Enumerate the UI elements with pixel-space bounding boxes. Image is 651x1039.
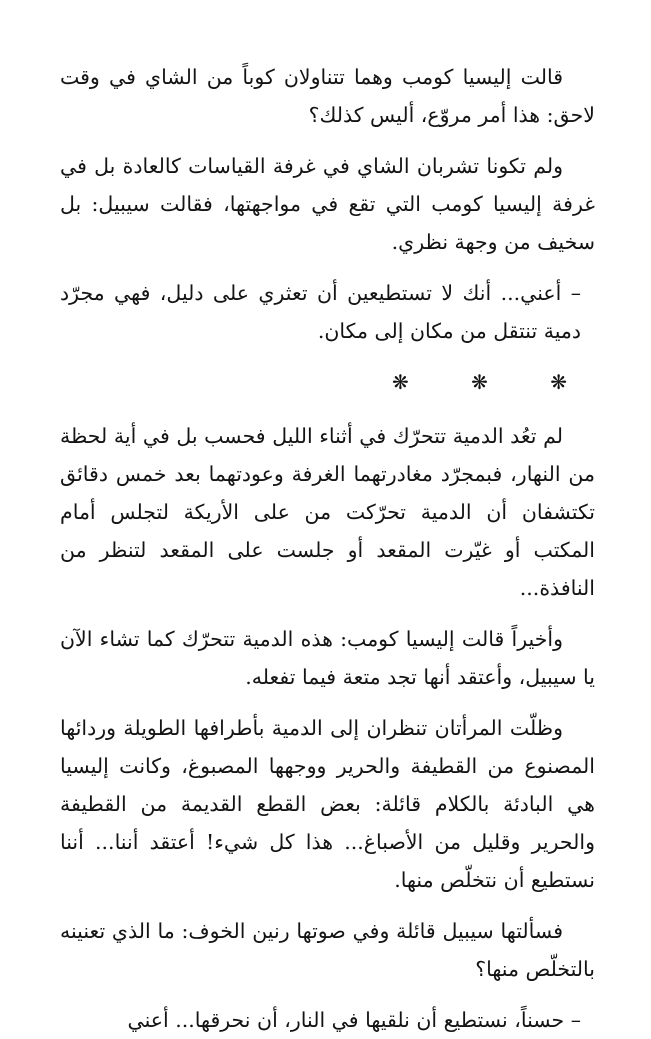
- paragraph: وظلّت المرأتان تنظران إلى الدمية بأطرافها الطويلة وردائها المصنوع من القطيفة والحرير ووجهها المصبوغ، وكانت إليسيا هي البادئة بالكلام قائلة: بعض القطع القديمة من القطيفة والحرير وقليل من الأصباغ... هذا كل شيء! أعتقد أننا... أننا نستطيع أن نتخلّص منها.: [60, 716, 595, 892]
- paragraph: ولم تكونا تشربان الشاي في غرفة القياسات كالعادة بل في غرفة إليسيا كومب التي تقع في مواجهتها، فقالت سيبيل: بل سخيف من وجهة نظري.: [60, 154, 595, 254]
- paragraph: لم تعُد الدمية تتحرّك في أثناء الليل فحسب بل في أية لحظة من النهار، فبمجرّد مغادرتهما الغرفة وعودتهما بعد خمس دقائق تكتشفان أن الدمية تحرّكت من على الأريكة لتجلس أمام المكتب أو غيّرت المقعد أو جلست على المقعد لتنظر من النافذة...: [60, 424, 595, 600]
- section-separator: ❋ ❋ ❋: [392, 370, 595, 394]
- paragraph: فسألتها سيبيل قائلة وفي صوتها رنين الخوف: ما الذي تعنينه بالتخلّص منها؟: [60, 919, 595, 981]
- paragraph: قالت إليسيا كومب وهما تتناولان كوباً من الشاي في وقت لاحق: هذا أمر مروّع، أليس كذلك؟: [60, 65, 595, 127]
- dialogue-paragraph: – أعني... أنك لا تستطيعين أن تعثري على دليل، فهي مجرّد دمية تنتقل من مكان إلى مكان.: [60, 281, 581, 343]
- book-page: [60, 58, 595, 1032]
- paragraph: وأخيراً قالت إليسيا كومب: هذه الدمية تتحرّك كما تشاء الآن يا سيبيل، وأعتقد أنها تجد متعة فيما تفعله.: [60, 627, 595, 689]
- dialogue-paragraph: – حسناً، نستطيع أن نلقيها في النار، أن نحرقها... أعني: [127, 1008, 581, 1032]
